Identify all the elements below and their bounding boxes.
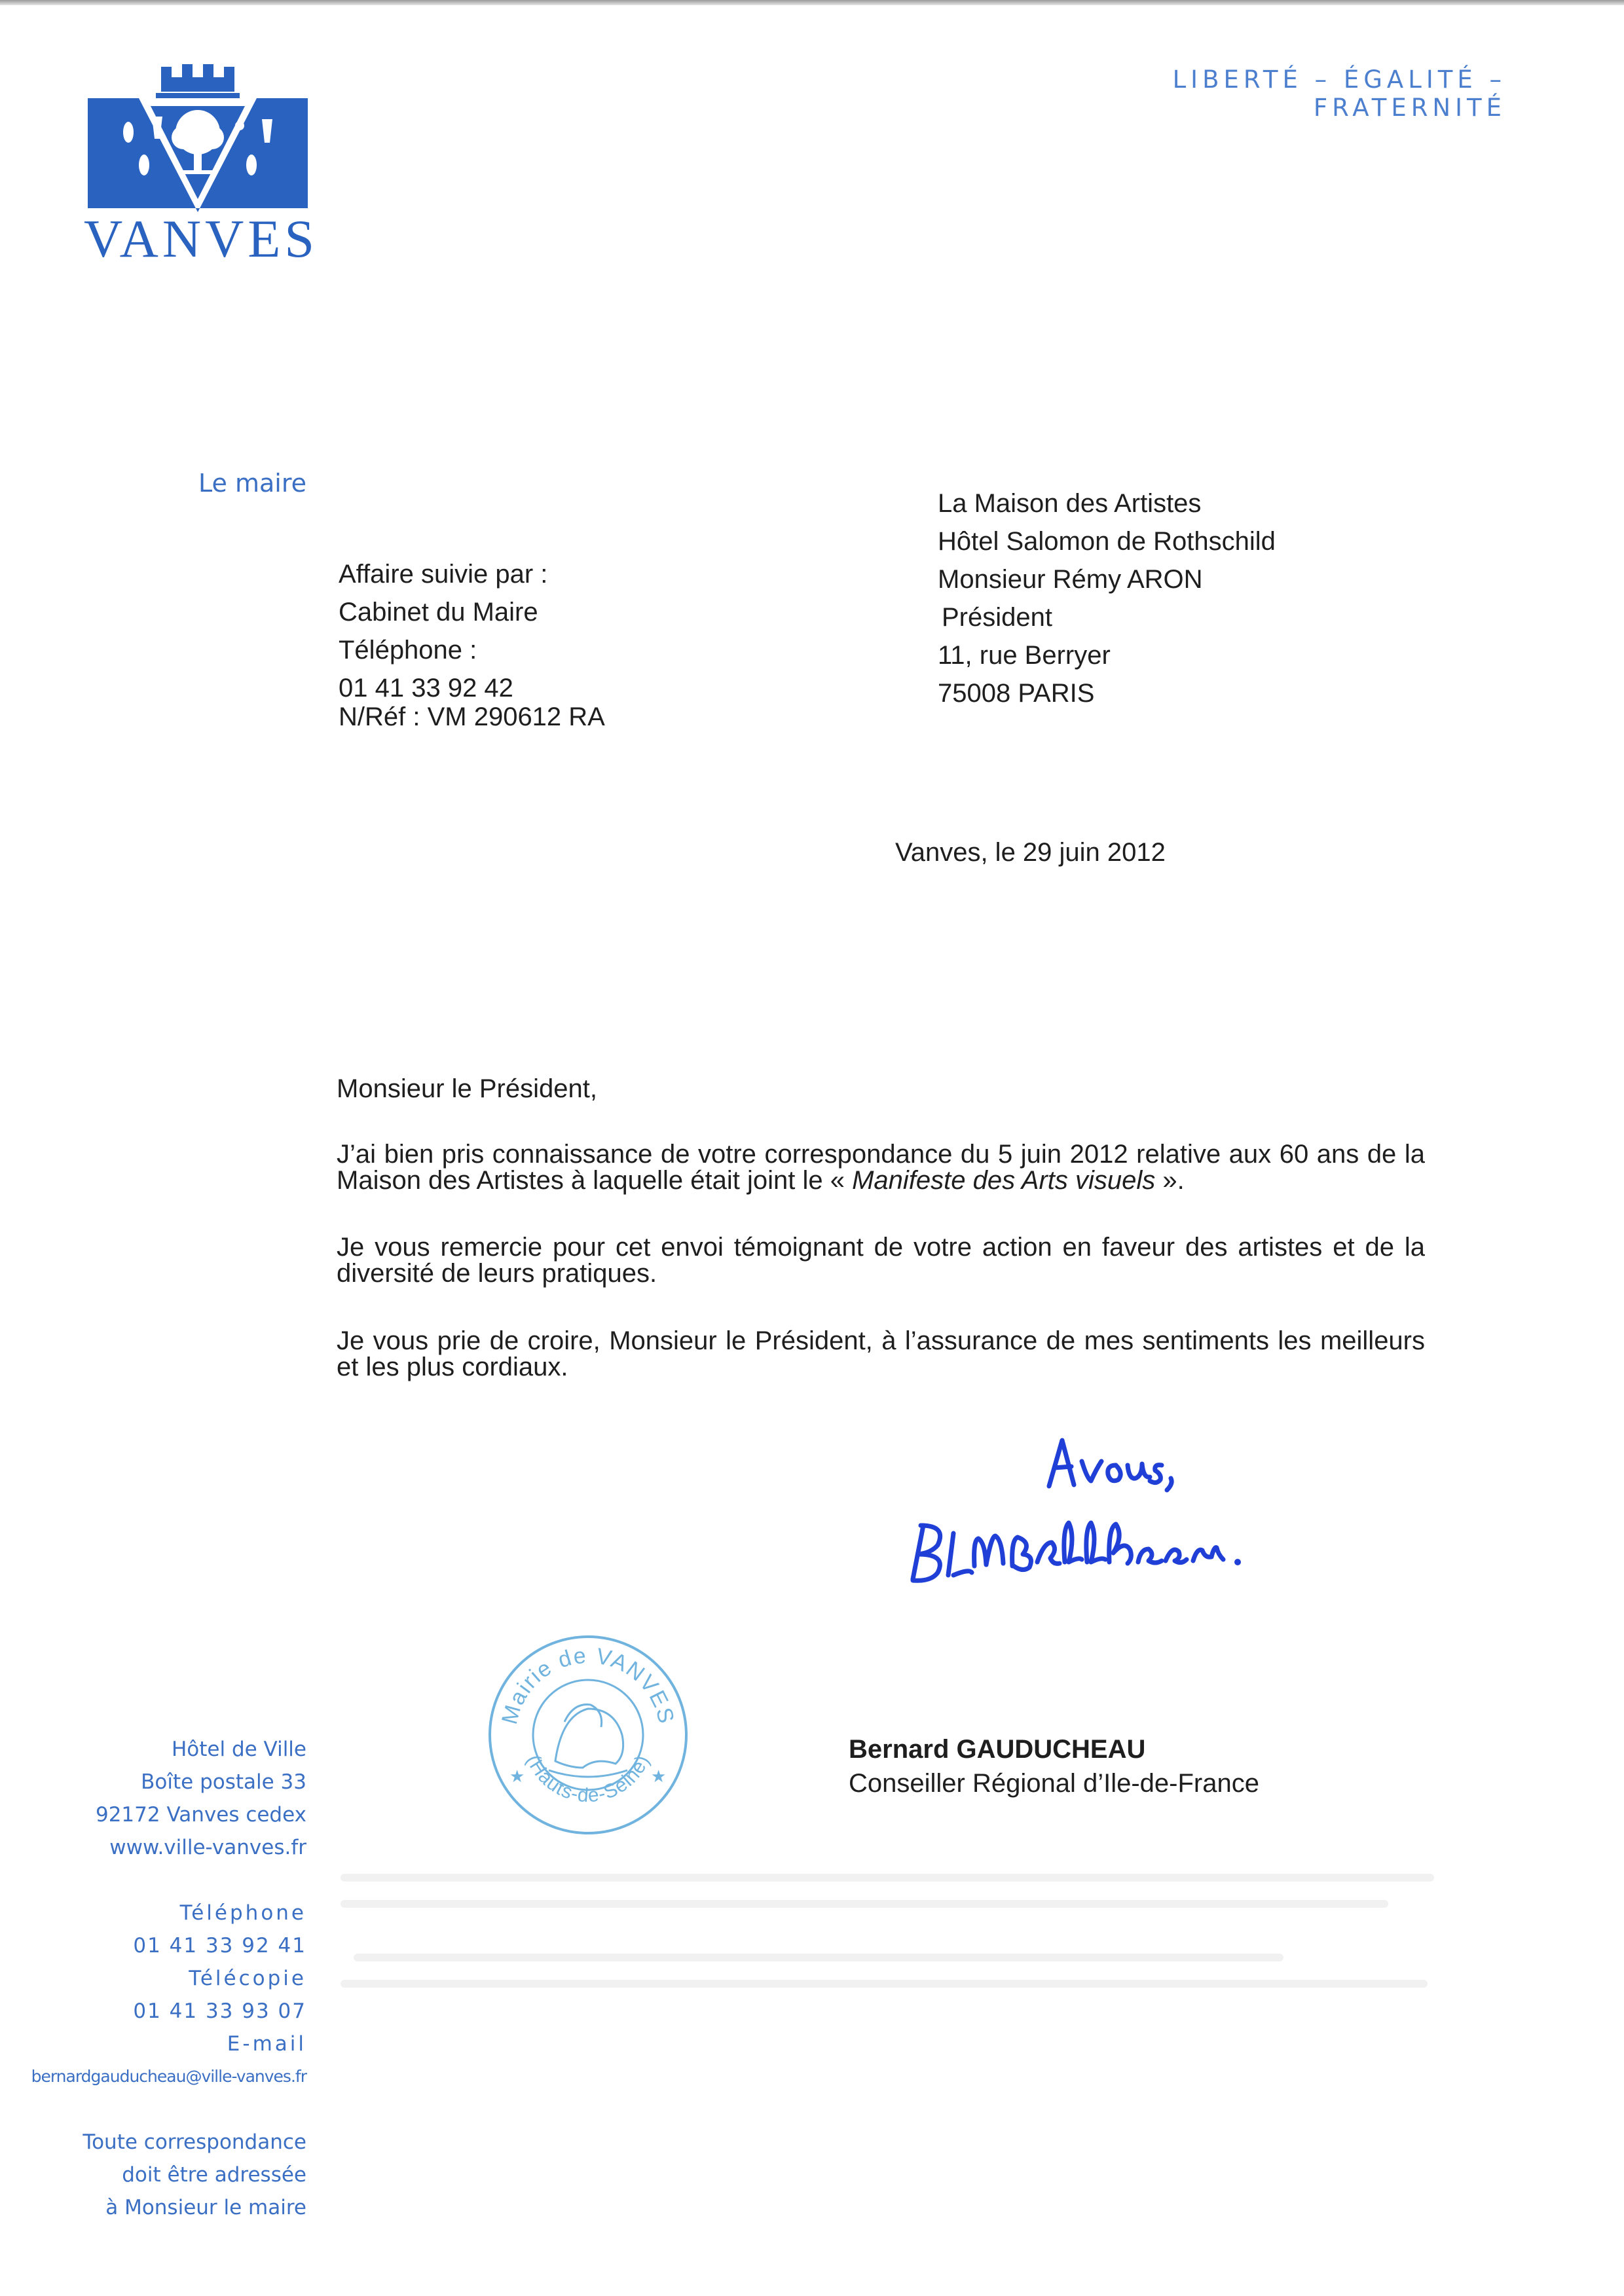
bleed-through-line (341, 1900, 1388, 1908)
paragraph-text: ». (1155, 1166, 1185, 1195)
footer-address-line: 92172 Vanves cedex (95, 1803, 306, 1827)
footer-note (83, 2126, 306, 2224)
svg-text:(Hauts-de-Seine) (522, 1752, 654, 1807)
reference-line: Téléphone : (339, 636, 477, 665)
handwritten-signature (897, 1427, 1290, 1597)
signer-name: Bernard GAUDUCHEAU (849, 1735, 1146, 1764)
recipient-line: 75008 PARIS (938, 679, 1095, 708)
stamp-bottom-text: (Hauts-de-Seine) (522, 1751, 654, 1807)
republic-motto: LIBERTÉ – ÉGALITÉ – FRATERNITÉ (1172, 65, 1506, 122)
scan-edge (0, 0, 1624, 5)
recipient-line: Monsieur Rémy ARON (938, 565, 1203, 594)
email-label: E-mail (227, 2032, 306, 2056)
reference-line: 01 41 33 92 42 (339, 674, 513, 702)
svg-text:Mairie de VANVES (497, 1643, 679, 1727)
stamp-top-text: Mairie de VANVES (496, 1643, 679, 1727)
footer-note-line: doit être adressée (122, 2163, 306, 2187)
recipient-address (938, 484, 1276, 712)
bleed-through-line (341, 1874, 1434, 1882)
reference-line: Affaire suivie par : (339, 560, 548, 589)
recipient-line: Hôtel Salomon de Rothschild (938, 527, 1276, 556)
signer-block (849, 1732, 1259, 1800)
footer-address-line: Boîte postale 33 (141, 1770, 306, 1794)
paragraph-closing: Je vous prie de croire, Monsieur le Président, à l’assurance de mes sentiments les meilleurs et les plus cordiaux. (337, 1326, 1425, 1381)
logo-wordmark: VANVES (84, 209, 318, 268)
paragraph-acknowledgement (337, 1141, 1425, 1194)
phone-label: Téléphone (179, 1901, 306, 1925)
footer-contacts (31, 1897, 306, 2093)
reference-line: Cabinet du Maire (339, 598, 538, 627)
sender-role-label: Le maire (198, 469, 306, 498)
fax-number: 01 41 33 93 07 (133, 1999, 306, 2023)
svg-text:★: ★ (509, 1767, 525, 1787)
letter-date: Vanves, le 29 juin 2012 (895, 838, 1166, 867)
recipient-line: La Maison des Artistes (938, 489, 1202, 518)
paragraph-text: J’ai bien pris connaissance de votre correspondance du 5 juin 2012 relative aux 60 ans de la Maison des Artistes à laquelle était joint le « (337, 1140, 1425, 1195)
reference-block (339, 555, 605, 736)
phone-number: 01 41 33 92 41 (133, 1934, 306, 1958)
manifesto-title: Manifeste des Arts visuels (852, 1166, 1156, 1195)
reference-line: N/Réf : VM 290612 RA (339, 702, 605, 731)
salutation: Monsieur le Président, (337, 1074, 597, 1103)
paragraph-thanks: Je vous remercie pour cet envoi témoignant de votre action en faveur des artistes et de la diversité de leurs pratiques. (337, 1233, 1425, 1288)
fax-label: Télécopie (189, 1967, 306, 1990)
town-hall-stamp (483, 1630, 693, 1840)
email-link[interactable]: bernardgauducheau@ville-vanves.fr (31, 2067, 306, 2086)
bleed-through-line (354, 1954, 1283, 1961)
svg-text:★: ★ (651, 1767, 667, 1787)
signer-title: Conseiller Régional d’Ile-de-France (849, 1769, 1259, 1798)
footer-website-link[interactable]: www.ville-vanves.fr (109, 1836, 306, 1859)
footer-note-line: Toute correspondance (83, 2130, 306, 2154)
footer-address-line: Hôtel de Ville (171, 1738, 306, 1761)
bleed-through-line (341, 1980, 1428, 1988)
footer-address (96, 1733, 306, 1864)
recipient-line: Président (942, 603, 1052, 632)
footer-note-line: à Monsieur le maire (105, 2196, 306, 2219)
recipient-line: 11, rue Berryer (938, 641, 1111, 670)
